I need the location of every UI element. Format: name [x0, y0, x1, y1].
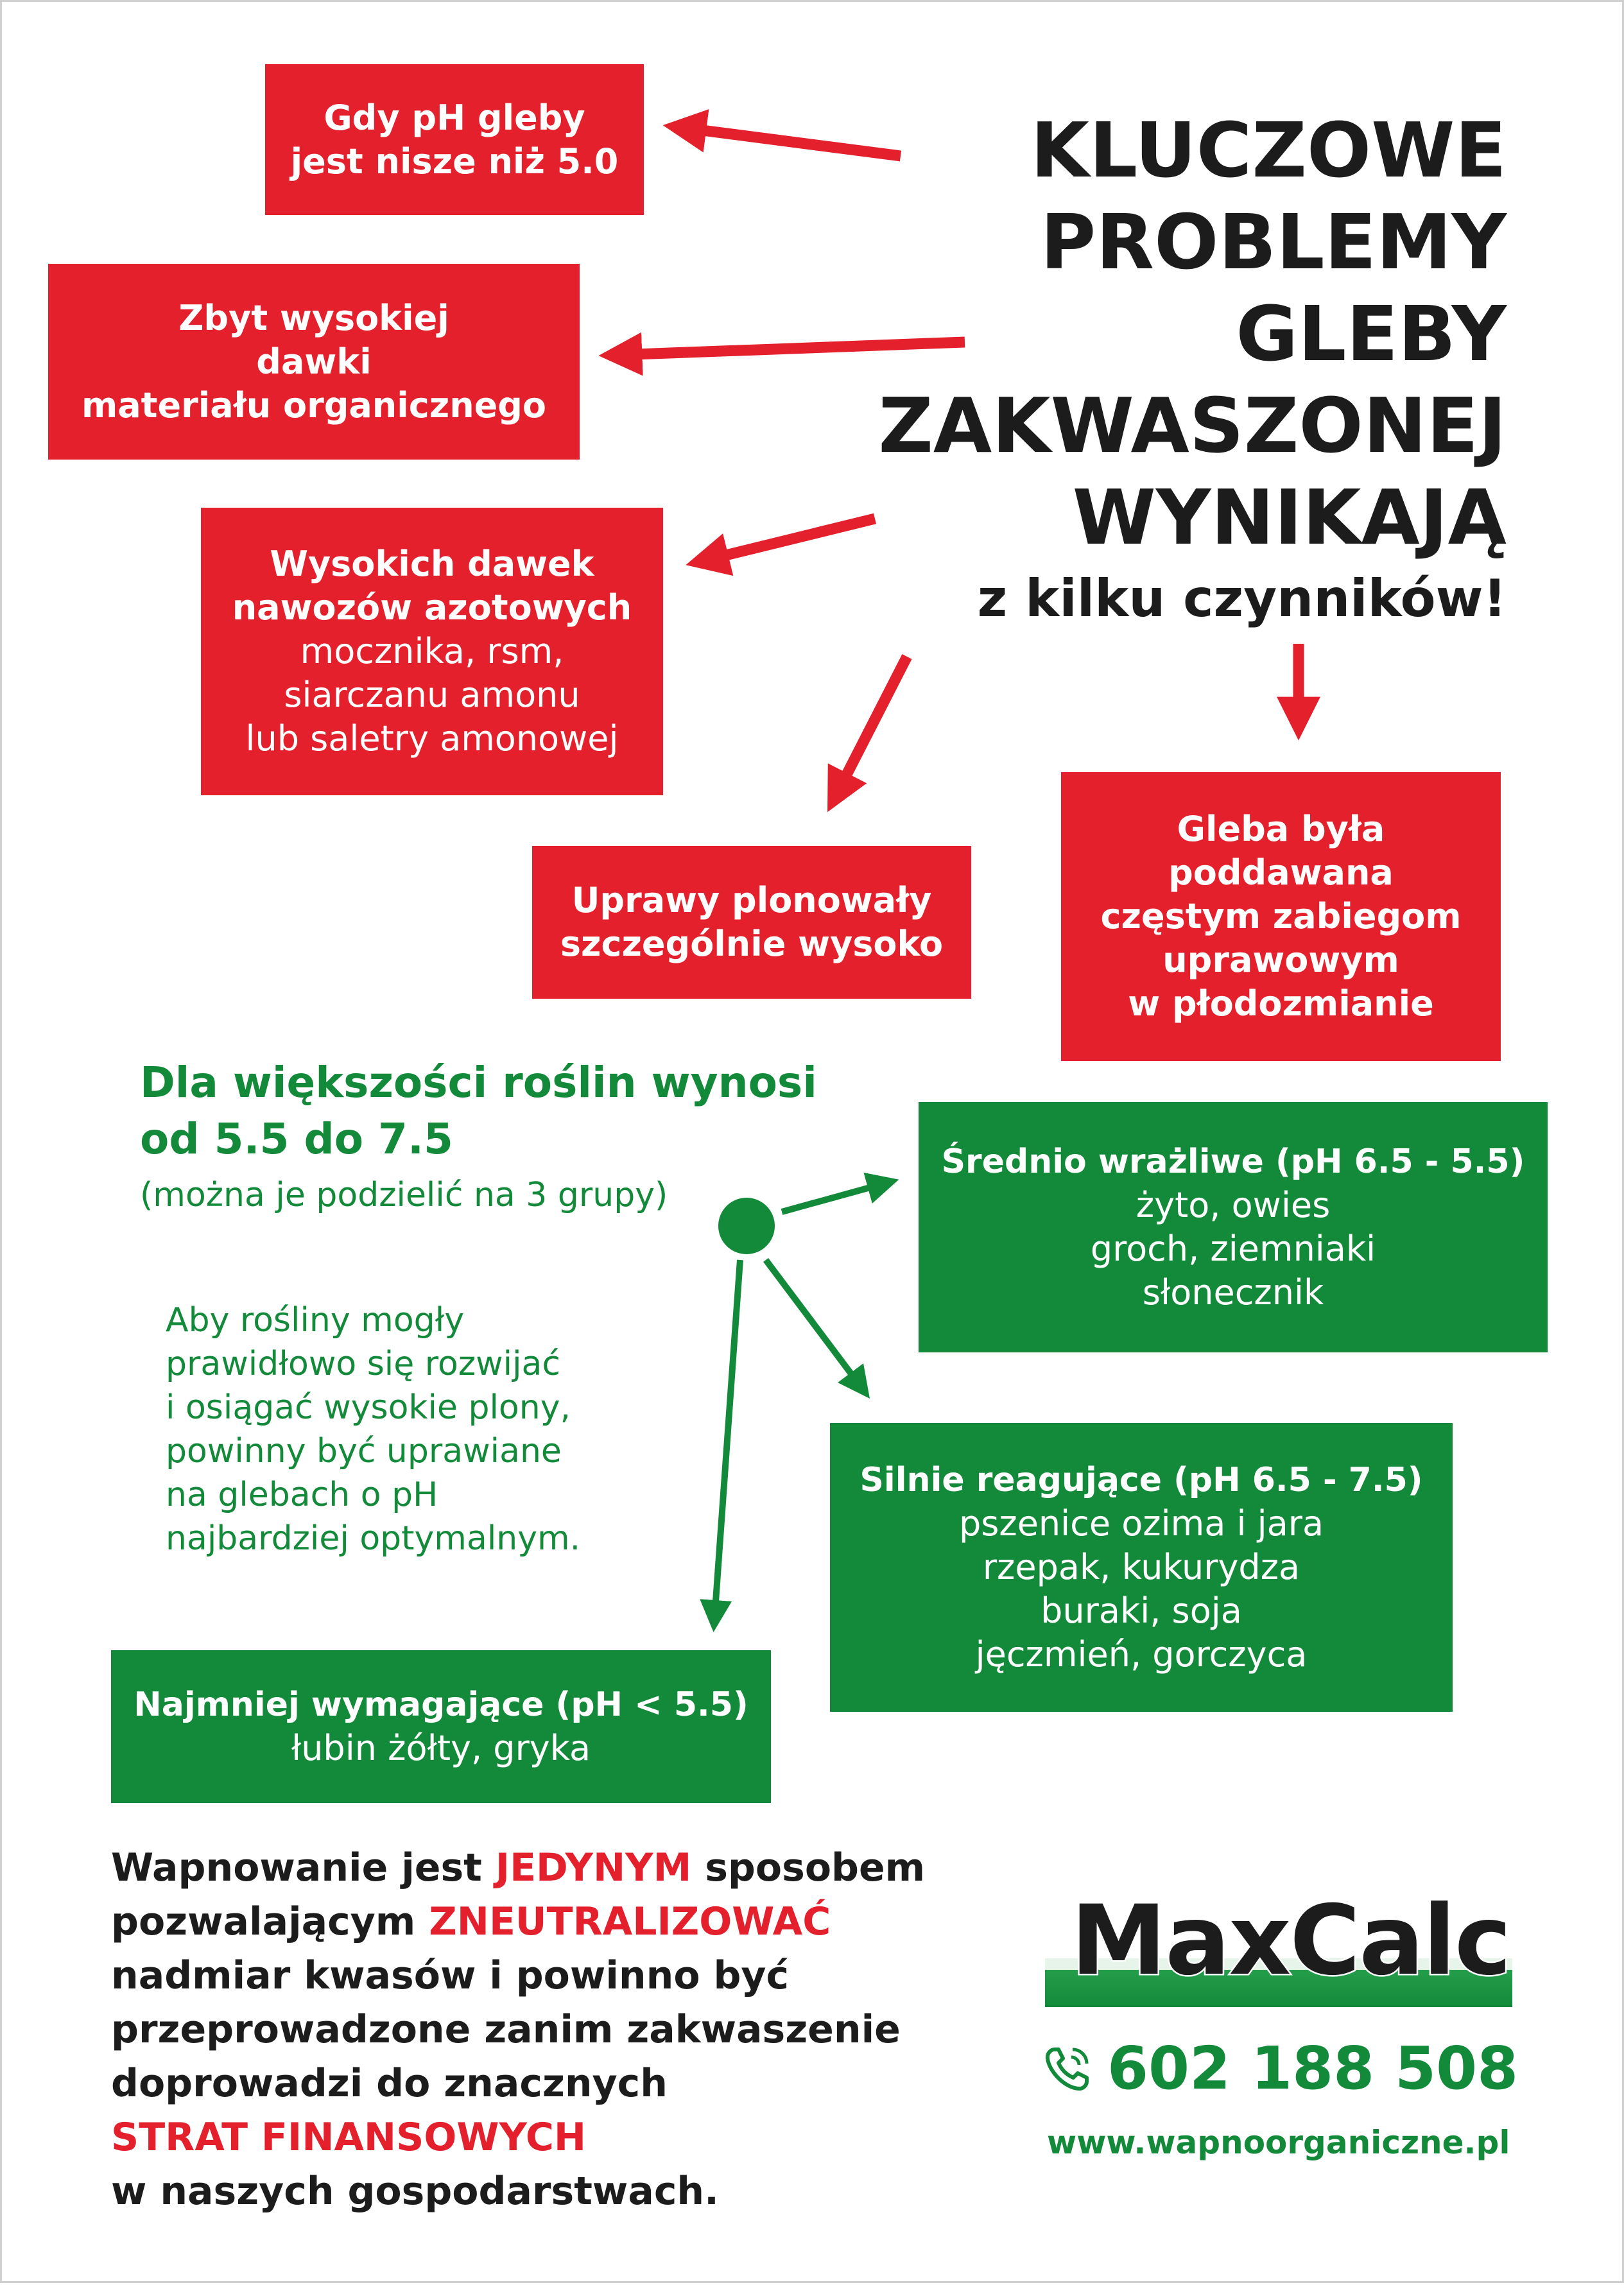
cause-text: mocznika, rsm, — [300, 631, 564, 671]
ph-range-heading-line: od 5.5 do 7.5 — [140, 1114, 453, 1164]
liming-statement — [111, 1841, 925, 2218]
ph-note-line: prawidłowo się rozwijać — [166, 1345, 560, 1383]
cause-text: szczególnie wysoko — [560, 924, 944, 964]
statement-line: w naszych gospodarstwach. — [111, 2169, 719, 2214]
arrow-to-nitrogen-box — [705, 519, 875, 560]
ph-note-line: powinny być uprawiane — [166, 1432, 562, 1470]
title-line: PROBLEMY — [1040, 198, 1507, 286]
group-plants: słonecznik — [1142, 1272, 1324, 1313]
cause-text: uprawowym — [1162, 940, 1399, 980]
cause-text: jest nisze niż 5.0 — [290, 141, 619, 182]
group-plants: jęczmień, gorczyca — [975, 1634, 1308, 1675]
maxcalc-logo — [1045, 1883, 1514, 2011]
statement-line: doprowadzi do znacznych — [111, 2061, 668, 2106]
statement-line — [111, 1895, 925, 1949]
ph-note — [166, 1298, 580, 1560]
red-arrows — [618, 128, 1299, 795]
statement-line: nadmiar kwasów i powinno być — [111, 1953, 790, 1998]
arrow-to-organic-box — [618, 342, 965, 355]
group-plants: pszenice ozima i jara — [958, 1503, 1324, 1544]
group-box-least — [111, 1650, 771, 1803]
title-subtitle: z kilku czynników! — [977, 569, 1507, 628]
green-hub-dot — [718, 1198, 775, 1254]
cause-text: w płodozmianie — [1128, 983, 1434, 1024]
cause-text: Gdy pH gleby — [324, 97, 585, 138]
title-line: GLEBY — [1236, 289, 1507, 378]
phone-icon — [1042, 2043, 1093, 2094]
ph-range-heading-line: Dla większości roślin wynosi — [140, 1058, 817, 1107]
ph-range-heading — [140, 1055, 817, 1168]
cause-text: Wysokich dawek — [270, 544, 594, 584]
group-box-medium — [919, 1102, 1548, 1352]
statement-highlight: JEDYNYM — [495, 1845, 692, 1890]
statement-line: przeprowadzone zanim zakwaszenie — [111, 2007, 901, 2052]
title-line: ZAKWASZONEJ — [878, 381, 1507, 470]
group-title: Średnio wrażliwe (pH 6.5 - 5.5) — [941, 1142, 1525, 1181]
group-box-strong — [830, 1423, 1453, 1712]
cause-text: lub saletry amonowej — [245, 718, 619, 759]
arrow-to-strong-box — [766, 1260, 862, 1388]
statement-text: sposobem — [691, 1845, 926, 1890]
group-plants: buraki, soja — [1041, 1591, 1242, 1631]
cause-text: poddawana — [1168, 852, 1394, 893]
cause-text: dawki — [256, 341, 372, 382]
group-plants: groch, ziemniaki — [1090, 1229, 1376, 1269]
phone-number[interactable]: 602 188 508 — [1107, 2034, 1519, 2103]
statement-highlight: ZNEUTRALIZOWAĆ — [429, 1899, 831, 1944]
statement-text: pozwalającym — [111, 1899, 429, 1944]
statement-text: Wapnowanie jest — [111, 1845, 496, 1890]
group-title: Silnie reagujące (pH 6.5 - 7.5) — [860, 1461, 1423, 1499]
ph-range-subheading: (można je podzielić na 3 grupy) — [140, 1176, 668, 1214]
arrow-to-crops-box — [836, 657, 907, 795]
group-title: Najmniej wymagające (pH < 5.5) — [134, 1686, 748, 1724]
ph-note-line: i osiągać wysokie plony, — [166, 1388, 571, 1427]
ph-note-line: na glebach o pH — [166, 1476, 438, 1514]
statement-line — [111, 1841, 925, 1895]
logo-text: MaxCalc — [1071, 1885, 1510, 1997]
ph-note-line: najbardziej optymalnym. — [166, 1519, 581, 1558]
group-plants: łubin żółty, gryka — [291, 1728, 591, 1768]
cause-text: częstym zabiegom — [1100, 896, 1462, 936]
title-line: WYNIKAJĄ — [1072, 473, 1507, 562]
ph-note-line: Aby rośliny mogły — [166, 1301, 465, 1340]
arrow-to-medium-box — [782, 1183, 886, 1212]
statement-highlight: STRAT FINANSOWYCH — [111, 2115, 587, 2160]
arrow-to-least-box — [714, 1260, 740, 1619]
group-plants: żyto, owies — [1136, 1185, 1331, 1225]
cause-text: nawozów azotowych — [232, 587, 632, 628]
title-line: KLUCZOWE — [1030, 106, 1507, 194]
cause-text: Zbyt wysokiej — [178, 297, 449, 338]
website-link[interactable]: www.wapnoorganiczne.pl — [1047, 2124, 1510, 2161]
group-plants: rzepak, kukurydza — [982, 1547, 1300, 1587]
cause-text: siarczanu amonu — [284, 675, 580, 715]
cause-text: Gleba była — [1177, 809, 1385, 849]
cause-text: materiału organicznego — [81, 384, 547, 426]
phone-row[interactable] — [1042, 2033, 1518, 2104]
arrow-to-ph-box — [682, 128, 901, 156]
cause-text: Uprawy plonowały — [571, 880, 932, 920]
